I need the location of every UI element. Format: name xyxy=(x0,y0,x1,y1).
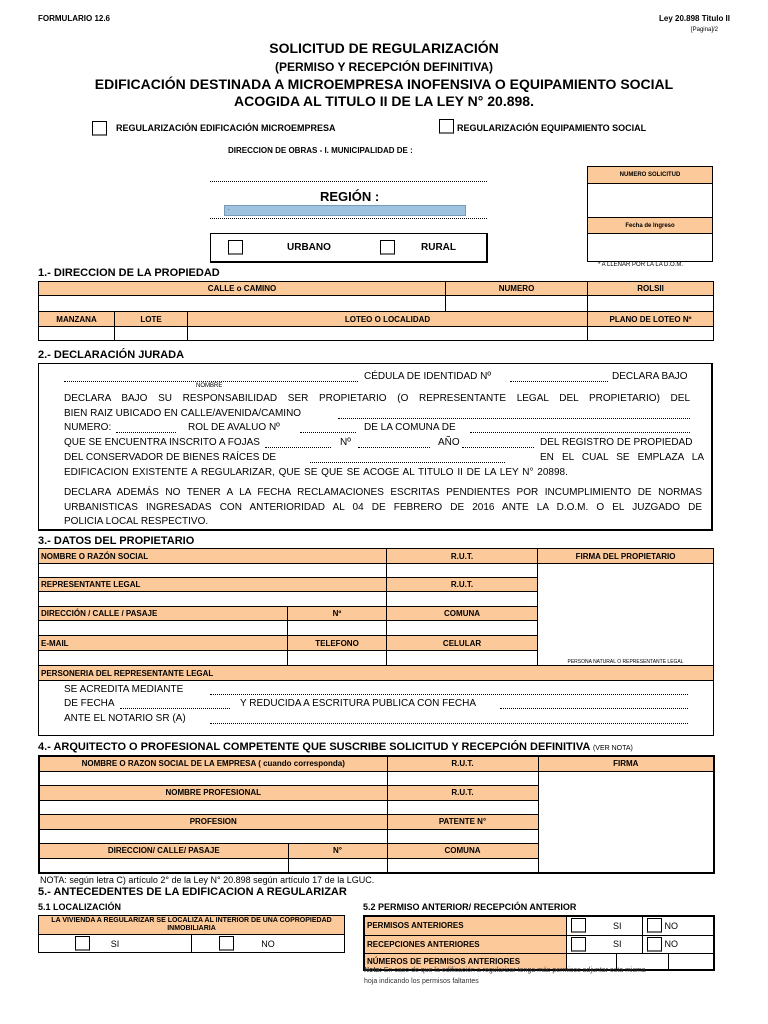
copro-si-cell xyxy=(39,935,192,953)
rut-field[interactable] xyxy=(387,564,538,578)
lote-header: LOTE xyxy=(115,312,188,327)
calle-header: CALLE o CAMINO xyxy=(39,282,446,296)
registro-label: DEL REGISTRO DE PROPIEDAD xyxy=(540,437,693,448)
numeros-header: NÚMEROS DE PERMISOS ANTERIORES xyxy=(364,953,566,970)
empresa-rut-field[interactable] xyxy=(387,771,538,785)
email-field[interactable] xyxy=(39,651,288,666)
numero-solicitud-field[interactable] xyxy=(588,184,713,218)
permisos-table xyxy=(363,915,715,971)
rut-header: R.U.T. xyxy=(387,549,538,564)
permisos-no-checkbox[interactable] xyxy=(647,918,662,933)
note-bold: Nota: xyxy=(364,967,382,974)
copro-no-checkbox[interactable] xyxy=(219,936,234,951)
n-field[interactable] xyxy=(288,858,387,873)
permisos-header: PERMISOS ANTERIORES xyxy=(364,916,566,935)
si-label: SI xyxy=(110,938,120,949)
rut-header-2: R.U.T. xyxy=(387,578,538,592)
recepciones-no-cell xyxy=(642,935,714,953)
numero-permiso-3[interactable] xyxy=(668,953,714,970)
numero-solicitud-header: NUMERO SOLICITUD xyxy=(588,167,713,184)
comuna-header: COMUNA xyxy=(387,843,538,858)
property-table xyxy=(38,281,714,341)
firma-field[interactable] xyxy=(538,771,714,873)
ver-nota: (VER NOTA) xyxy=(592,745,633,752)
nombre-field[interactable] xyxy=(64,381,358,382)
firma-header: FIRMA DEL PROPIETARIO xyxy=(538,549,714,564)
rol-field[interactable] xyxy=(300,432,356,433)
rural-label: RURAL xyxy=(421,242,456,253)
permisos-si-checkbox[interactable] xyxy=(571,918,586,933)
prof-rut-header: R.U.T. xyxy=(387,785,538,800)
section-52-title: 5.2 PERMISO ANTERIOR/ RECEPCIÓN ANTERIOR xyxy=(363,902,577,912)
cedula-label: CÉDULA DE IDENTIDAD Nº xyxy=(364,371,492,382)
numero-field[interactable] xyxy=(446,296,588,312)
firma-header: FIRMA xyxy=(538,756,714,771)
comuna-header: COMUNA xyxy=(387,607,538,621)
n-field[interactable] xyxy=(288,621,387,636)
empresa-header: NOMBRE O RAZON SOCIAL DE LA EMPRESA ( cuando corresponda) xyxy=(39,756,387,771)
comuna-label: DE LA COMUNA DE xyxy=(364,422,456,433)
dom-box xyxy=(587,166,713,262)
declaration-p1: DECLARA ADEMÁS NO TENER A LA FECHA RECLAMACIONES ESCRITAS PENDIENTES POR INCUMPLIMIENTO DE NORMAS xyxy=(64,487,702,498)
recepciones-si-cell xyxy=(566,935,642,953)
dir-field[interactable] xyxy=(39,858,288,873)
microempresa-checkbox[interactable] xyxy=(92,121,107,136)
region-input[interactable]: . xyxy=(224,205,466,216)
firma-field[interactable] xyxy=(538,564,714,666)
fecha-label: DE FECHA xyxy=(64,698,115,709)
rep-header: REPRESENTANTE LEGAL xyxy=(39,578,387,592)
section-2-title: 2.- DECLARACIÓN JURADA xyxy=(38,349,185,361)
declaration-line: DECLARA BAJO SU RESPONSABILIDAD SER PROPIETARIO (O REPRESENTANTE LEGAL DEL PROPIETARIO) DEL xyxy=(64,393,690,404)
prof-nombre-field[interactable] xyxy=(39,800,387,814)
comuna-field[interactable] xyxy=(387,858,538,873)
fojas-label: QUE SE ENCUENTRA INSCRITO A FOJAS xyxy=(64,437,260,448)
page-number: [Pagina]/2 xyxy=(690,27,718,33)
recepciones-header: RECEPCIONES ANTERIORES xyxy=(364,935,566,953)
urbano-label: URBANO xyxy=(287,242,331,253)
acoge-line: EDIFICACION EXISTENTE A REGULARIZAR, QUE SE QUE SE ACOGE AL TITULO II DE LA LEY N° 20898. xyxy=(64,467,568,478)
reducida-label: Y REDUCIDA A ESCRITURA PUBLICA CON FECHA xyxy=(240,698,476,709)
anio-label: AÑO xyxy=(438,437,460,448)
anio-field[interactable] xyxy=(462,447,534,448)
emplaza-label: EN EL CUAL SE EMPLAZA LA xyxy=(540,452,704,463)
tel-header: TELEFONO xyxy=(288,636,387,651)
nombre-header: NOMBRE O RAZÓN SOCIAL xyxy=(39,549,387,564)
section-4-title-text: 4.- ARQUITECTO O PROFESIONAL COMPETENTE QUE SUSCRIBE SOLICITUD Y RECEPCIÓN DEFINITIVA xyxy=(38,741,590,753)
numero-field[interactable] xyxy=(116,432,176,433)
email-header: E-MAIL xyxy=(39,636,288,651)
manzana-header: MANZANA xyxy=(39,312,115,327)
cel-field[interactable] xyxy=(387,651,538,666)
cel-header: CELULAR xyxy=(387,636,538,651)
calle-label: BIEN RAIZ UBICADO EN CALLE/AVENIDA/CAMINO xyxy=(64,408,302,419)
rol-field[interactable] xyxy=(588,296,714,312)
nombre-caption: NOMBRE xyxy=(196,383,223,389)
title-3: EDIFICACIÓN DESTINADA A MICROEMPRESA INOFENSIVA O EQUIPAMIENTO SOCIAL xyxy=(94,76,674,92)
rut-header: R.U.T. xyxy=(387,756,538,771)
tel-field[interactable] xyxy=(288,651,387,666)
loteo-header: LOTEO O LOCALIDAD xyxy=(188,312,588,327)
copro-si-checkbox[interactable] xyxy=(75,936,90,951)
section-1-title: 1.- DIRECCION DE LA PROPIEDAD xyxy=(38,267,220,279)
professional-table xyxy=(38,755,715,874)
no-label: NO xyxy=(261,938,275,949)
region-line xyxy=(210,218,487,219)
title-1: SOLICITUD DE REGULARIZACIÓN xyxy=(269,40,499,56)
declaration-p2: URBANISTICAS INGRESADAS CON ANTERIORIDAD AL 04 DE FEBRERO DE 2016 ANTE LA D.O.M. O EL JUZGADO DE xyxy=(64,502,702,513)
reducida-field[interactable] xyxy=(500,708,688,709)
copro-no-cell xyxy=(192,935,345,953)
copropiedad-header: LA VIVIENDA A REGULARIZAR SE LOCALIZA AL INTERIOR DE UNA COPROPIEDAD INMOBILIARIA xyxy=(39,916,345,935)
si-label: SI xyxy=(613,920,622,931)
municipalidad-field[interactable] xyxy=(210,181,487,182)
profesion-header: PROFESION xyxy=(39,814,387,829)
declara-label: DECLARA BAJO xyxy=(612,371,688,382)
calle-field[interactable] xyxy=(338,418,690,419)
dom-note: * A LLENAR POR LA LA D.O.M. xyxy=(598,262,684,268)
fecha-field[interactable] xyxy=(120,708,230,709)
permisos-no-cell xyxy=(642,916,714,935)
profesion-field[interactable] xyxy=(39,829,387,843)
no-label: NO xyxy=(664,920,679,931)
region-label: REGIÓN : xyxy=(320,189,380,204)
form-id: FORMULARIO 12.6 xyxy=(38,14,111,23)
localizacion-table xyxy=(38,915,345,953)
fecha-ingreso-field[interactable] xyxy=(588,234,713,262)
section-3-title: 3.- DATOS DEL PROPIETARIO xyxy=(38,535,195,547)
acredita-field[interactable] xyxy=(210,694,688,695)
acredita-label: SE ACREDITA MEDIANTE xyxy=(64,684,184,695)
declaration-p3: POLICIA LOCAL RESPECTIVO. xyxy=(64,516,209,527)
note-text: En caso de que la edificación a regularizar tenga más permisos adjuntar esta misma xyxy=(381,967,646,974)
n-header: N° xyxy=(288,843,387,858)
law-reference: Ley 20.898 Titulo II xyxy=(659,14,730,23)
rep-rut-field[interactable] xyxy=(387,592,538,607)
patente-header: PATENTE N° xyxy=(387,814,538,829)
rol-header: ROLSII xyxy=(588,282,714,296)
comuna-field[interactable] xyxy=(387,621,538,636)
lote-field[interactable] xyxy=(115,327,188,341)
dir-header: DIRECCIÓN / CALLE / PASAJE xyxy=(39,607,288,621)
no-label: NO xyxy=(664,939,679,949)
calle-field[interactable] xyxy=(39,296,446,312)
section-5-note-2: hoja indicando los permisos faltantes xyxy=(364,978,479,985)
direccion-obras-label: DIRECCION DE OBRAS - I. MUNICIPALIDAD DE : xyxy=(228,146,413,155)
patente-field[interactable] xyxy=(387,829,538,843)
prof-nombre-header: NOMBRE PROFESIONAL xyxy=(39,785,387,800)
n-header: Nº xyxy=(288,607,387,621)
urbano-checkbox[interactable] xyxy=(228,240,243,255)
dir-header: DIRECCION/ CALLE/ PASAJE xyxy=(39,843,288,858)
equipamiento-label: REGULARIZACIÓN EQUIPAMIENTO SOCIAL xyxy=(457,123,647,133)
numero-header: NUMERO xyxy=(446,282,588,296)
n-field[interactable] xyxy=(358,447,430,448)
section-4-title xyxy=(38,741,633,753)
section-51-title: 5.1 LOCALIZACIÓN xyxy=(38,902,122,912)
empresa-field[interactable] xyxy=(39,771,387,785)
fojas-field[interactable] xyxy=(265,447,331,448)
si-label: SI xyxy=(613,939,622,949)
notario-field[interactable] xyxy=(210,723,688,724)
nombre-field[interactable] xyxy=(39,564,387,578)
prof-rut-field[interactable] xyxy=(387,800,538,814)
cedula-field[interactable] xyxy=(510,381,608,382)
personeria-header: PERSONERIA DEL REPRESENTANTE LEGAL xyxy=(39,666,714,681)
dir-field[interactable] xyxy=(39,621,288,636)
title-2: (PERMISO Y RECEPCIÓN DEFINITIVA) xyxy=(274,60,494,74)
n-label: Nº xyxy=(340,437,351,448)
rol-label: ROL DE AVALUO Nº xyxy=(188,422,280,433)
plano-header: PLANO DE LOTEO Nº xyxy=(588,312,714,327)
numero-label: NUMERO: xyxy=(64,422,112,433)
plano-field[interactable] xyxy=(588,327,714,341)
notario-label: ANTE EL NOTARIO SR (A) xyxy=(64,713,186,724)
section-4-note: NOTA: según letra C) artículo 2° de la Ley N° 20.898 según artículo 17 de la LGUC. xyxy=(40,875,375,885)
rural-checkbox[interactable] xyxy=(380,240,395,255)
microempresa-label: REGULARIZACIÓN EDIFICACIÓN MICROEMPRESA xyxy=(116,123,336,133)
section-5-note xyxy=(364,967,646,974)
persona-caption: PERSONA NATURAL O REPRESENTANTE LEGAL xyxy=(567,659,684,665)
section-5-title: 5.- ANTECEDENTES DE LA EDIFICACION A REGULARIZAR xyxy=(38,886,347,898)
recepciones-no-checkbox[interactable] xyxy=(647,937,662,952)
fecha-ingreso-header: Fecha de Ingreso xyxy=(588,218,713,234)
loteo-field[interactable] xyxy=(188,327,588,341)
rep-field[interactable] xyxy=(39,592,387,607)
conservador-label: DEL CONSERVADOR DE BIENES RAÍCES DE xyxy=(64,452,277,463)
permisos-si-cell xyxy=(566,916,642,935)
recepciones-si-checkbox[interactable] xyxy=(571,937,586,952)
equipamiento-checkbox[interactable] xyxy=(439,119,454,134)
manzana-field[interactable] xyxy=(39,327,115,341)
comuna-field[interactable] xyxy=(470,432,690,433)
conservador-field[interactable] xyxy=(310,462,505,463)
title-4: ACOGIDA AL TITULO II DE LA LEY N° 20.898. xyxy=(234,93,534,109)
